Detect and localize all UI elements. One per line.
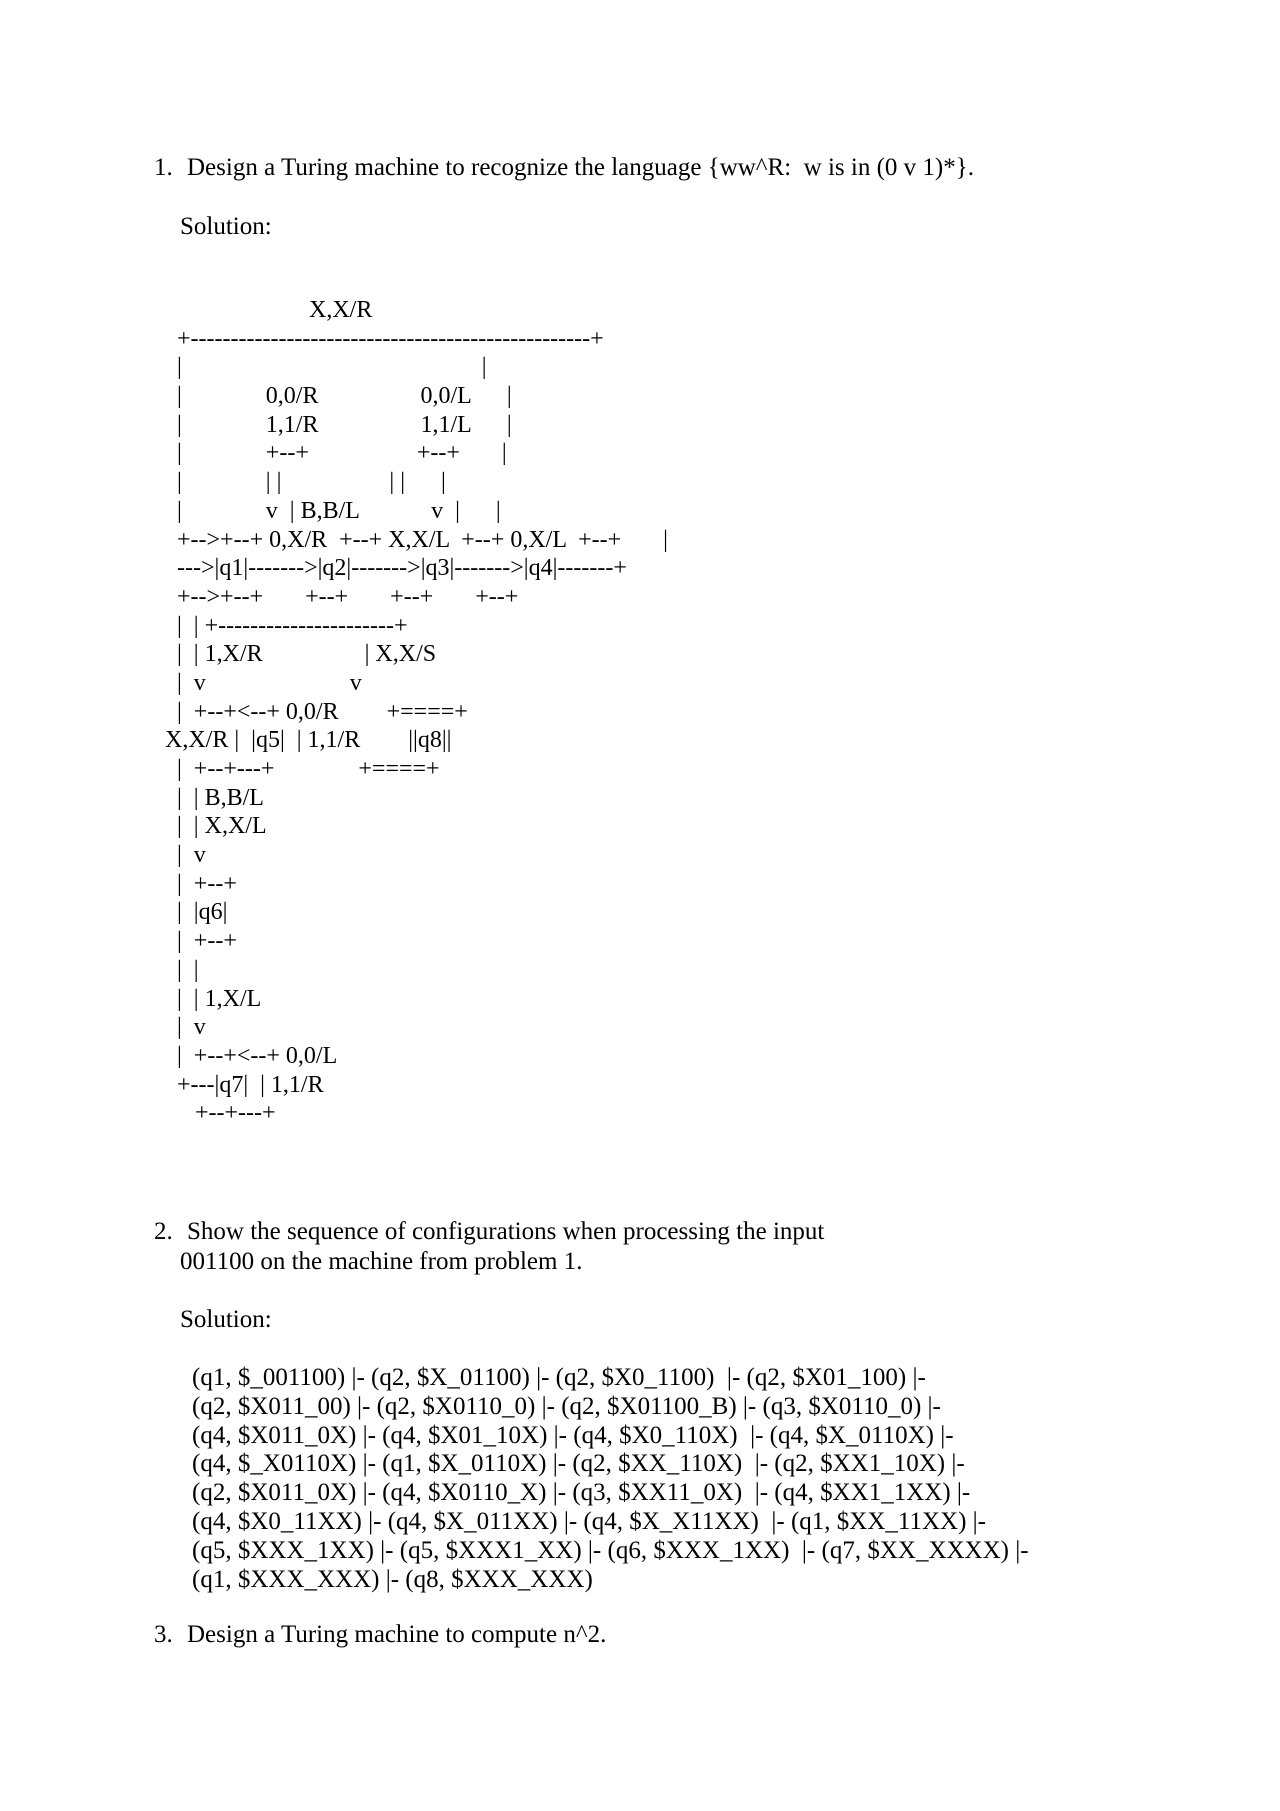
diagram-line: | | 1,X/L: [165, 985, 262, 1012]
config-line: (q2, $X011_0X) |- (q4, $X0110_X) |- (q3, $XX11_0X) |- (q4, $XX1_1XX) |-: [192, 1479, 971, 1507]
config-line: (q1, $_001100) |- (q2, $X_01100) |- (q2, $X0_1100) |- (q2, $X01_100) |-: [192, 1364, 926, 1391]
diagram-line: +-->+--+ +--+ +--+ +--+: [165, 583, 519, 610]
diagram-line: | v | B,B/L v | |: [165, 497, 501, 524]
config-line: (q4, $_X0110X) |- (q1, $X_0110X) |- (q2, $XX_110X) |- (q2, $XX1_10X) |-: [192, 1450, 965, 1478]
diagram-line: +--+---+: [165, 1100, 276, 1127]
diagram-line: | |q6|: [165, 899, 228, 926]
configuration-sequence: [192, 1364, 1029, 1594]
diagram-line: +-->+--+ 0,X/R +--+ X,X/L +--+ 0,X/L +--+ |: [165, 526, 668, 553]
question-1-text: Design a Turing machine to recognize the language {ww^R: w is in (0 v 1)*}.: [187, 154, 974, 181]
diagram-line: | 0,0/R 0,0/L |: [165, 383, 512, 410]
diagram-line: | | | | | |: [165, 469, 446, 496]
question-1-number: 1.: [154, 154, 173, 181]
question-1-solution-label: Solution:: [180, 213, 272, 240]
diagram-line: | v: [165, 842, 206, 869]
question-2-number: 2.: [154, 1218, 173, 1245]
diagram-line: | +--+<--+ 0,0/L: [165, 1042, 338, 1069]
diagram-line: +---|q7| | 1,1/R: [165, 1071, 324, 1098]
diagram-line: | 1,1/R 1,1/L |: [165, 411, 512, 438]
diagram-line: +--------------------------------------------------+: [165, 325, 604, 352]
diagram-line: | v v: [165, 669, 362, 696]
config-line: (q4, $X0_11XX) |- (q4, $X_011XX) |- (q4, $X_X11XX) |- (q1, $XX_11XX) |-: [192, 1507, 986, 1535]
question-2-solution-label: Solution:: [180, 1306, 272, 1333]
config-line: (q1, $XXX_XXX) |- (q8, $XXX_XXX): [192, 1565, 593, 1593]
question-3-text: Design a Turing machine to compute n^2.: [187, 1621, 607, 1648]
diagram-line: | |: [165, 354, 487, 381]
diagram-line: | +--+<--+ 0,0/R +====+: [165, 698, 468, 725]
turing-machine-diagram: [165, 296, 668, 1128]
diagram-line: X,X/R | |q5| | 1,1/R ||q8||: [165, 727, 452, 754]
diagram-line: | +--+---+ +====+: [165, 756, 440, 782]
diagram-line: | | 1,X/R | X,X/S: [165, 641, 437, 668]
diagram-line: | v: [165, 1014, 206, 1041]
config-line: (q4, $X011_0X) |- (q4, $X01_10X) |- (q4, $X0_110X) |- (q4, $X_0110X) |-: [192, 1421, 954, 1449]
diagram-line: | |: [165, 956, 199, 983]
diagram-line: | +--+: [165, 928, 237, 955]
diagram-line: | | X,X/L: [165, 813, 267, 840]
question-2-text-line-1: Show the sequence of configurations when processing the input: [187, 1218, 825, 1245]
question-2-text-line-2: 001100 on the machine from problem 1.: [180, 1248, 583, 1275]
question-3-number: 3.: [154, 1621, 173, 1648]
config-line: (q2, $X011_00) |- (q2, $X0110_0) |- (q2, $X01100_B) |- (q3, $X0110_0) |-: [192, 1392, 941, 1420]
config-line: (q5, $XXX_1XX) |- (q5, $XXX1_XX) |- (q6, $XXX_1XX) |- (q7, $XX_XXXX) |-: [192, 1536, 1029, 1564]
diagram-line: | +--+ +--+ |: [165, 440, 507, 467]
diagram-line: | | B,B/L: [165, 784, 264, 811]
diagram-line: X,X/R: [165, 297, 373, 323]
diagram-line: | | +----------------------+: [165, 612, 408, 639]
diagram-line: --->|q1|------->|q2|------->|q3|------->|q4|-------+: [165, 555, 627, 582]
diagram-line: | +--+: [165, 870, 237, 897]
